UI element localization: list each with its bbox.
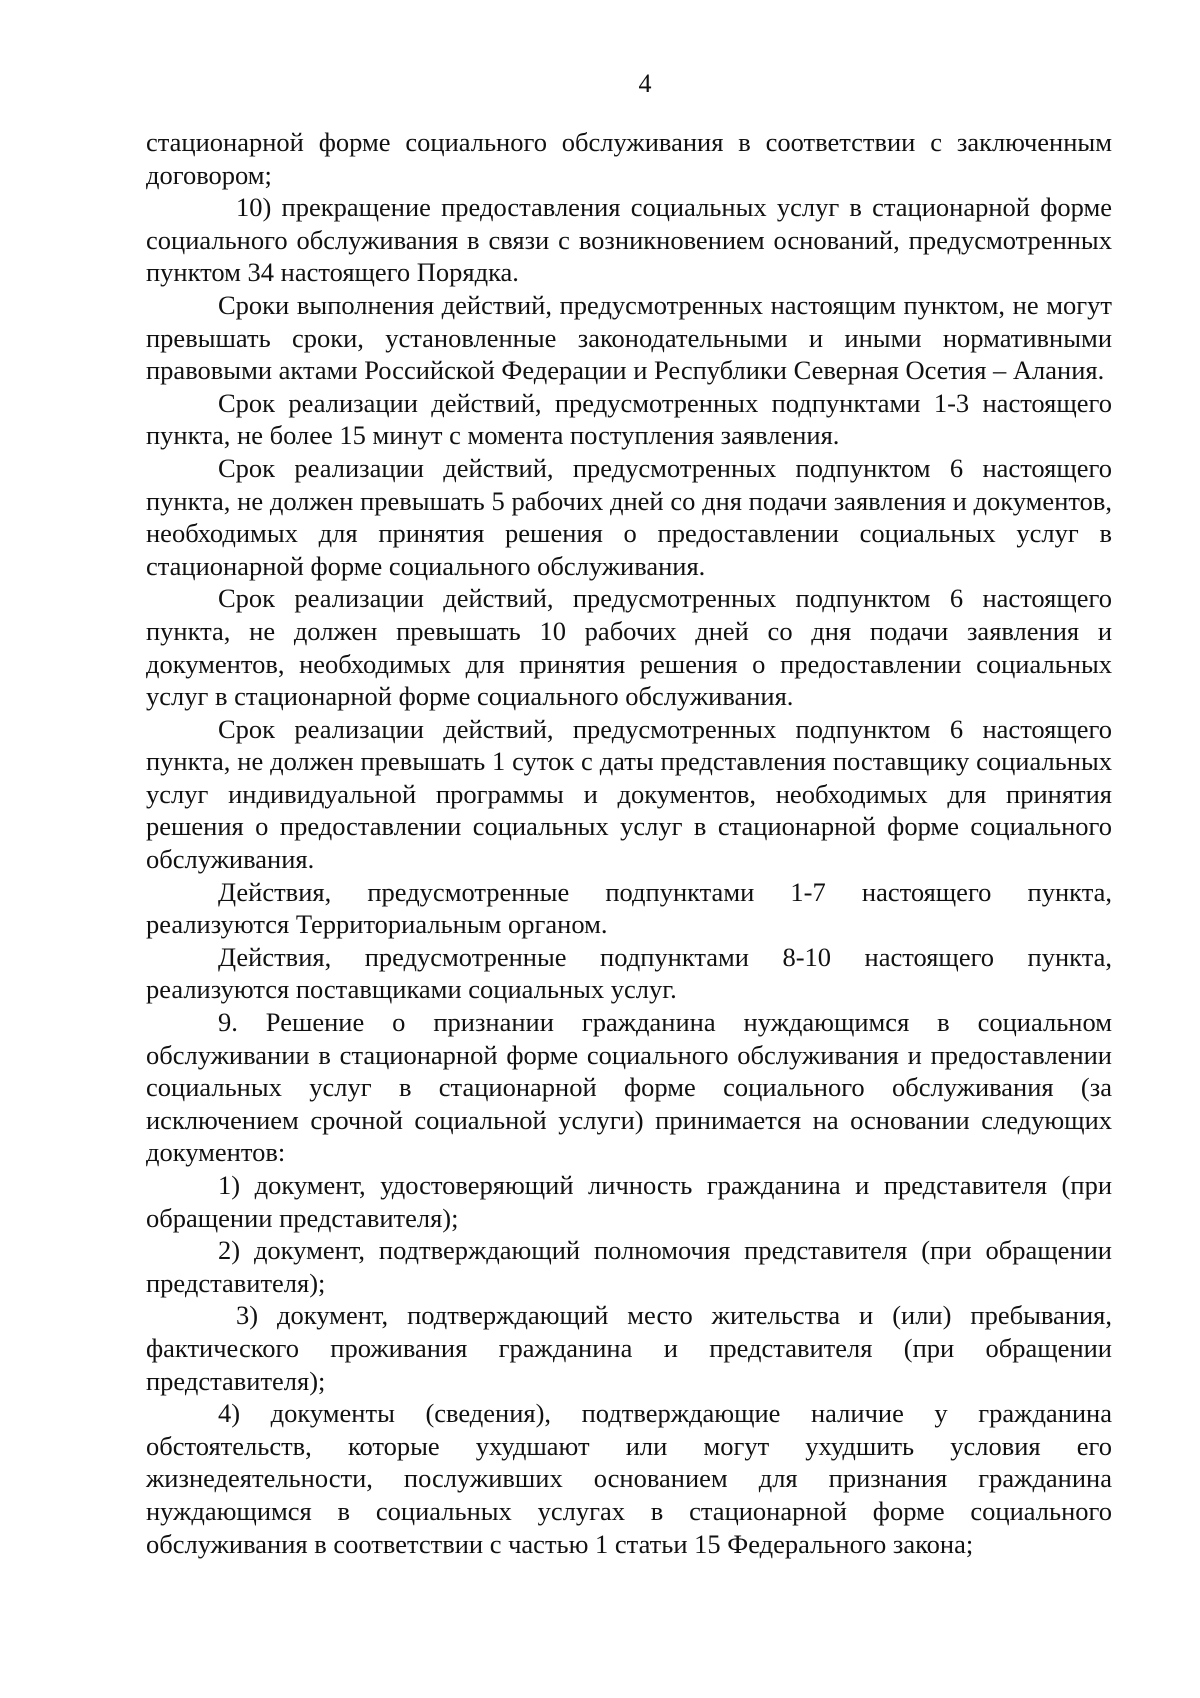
paragraph-actions-8-10: Действия, предусмотренные подпунктами 8-10 настоящего пункта, реализуются поставщиками социальных услуг. [146,941,1112,1005]
paragraph-section-9: 9. Решение о признании гражданина нуждающимся в социальном обслуживании в стационарной форме социального обслуживания и предоставлении социальных услуг в стационарной форме социального обслуживания (за исключением срочной социальной услуги) принимается на основании следующих документов: [146,1007,1112,1168]
paragraph-deadlines-general: Сроки выполнения действий, предусмотренных настоящим пунктом, не могут превышать сроки, установленные законодательными и иными нормативными правовыми актами Российской Федерации и Республики Северная Осетия – Алания. [146,289,1112,386]
paragraph-deadline-items-1-3: Срок реализации действий, предусмотренных подпунктами 1-3 настоящего пункта, не более 15 минут с момента поступления заявления. [146,387,1112,451]
paragraph-deadline-10-days: Срок реализации действий, предусмотренных подпунктом 6 настоящего пункта, не должен превышать 10 рабочих дней со дня подачи заявления и документов, необходимых для принятия решения о предоставлении социальных услуг в стационарной форме социального обслуживания. [146,583,1112,712]
paragraph-actions-1-7: Действия, предусмотренные подпунктами 1-7 настоящего пункта, реализуются Территориальным органом. [146,876,1112,940]
paragraph-doc-item-4: 4) документы (сведения), подтверждающие наличие у гражданина обстоятельств, которые ухудшают или могут ухудшить условия его жизнедеятельности, послуживших основанием для признания гражданина нуждающимся в социальных услугах в стационарной форме социального обслуживания в соответствии с частью 1 статьи 15 Федерального закона; [146,1398,1112,1559]
paragraph-item-10: 10) прекращение предоставления социальных услуг в стационарной форме социального обслуживания в связи с возникновением оснований, предусмотренных пунктом 34 настоящего Порядка. [146,192,1112,288]
paragraph-deadline-5-days: Срок реализации действий, предусмотренных подпунктом 6 настоящего пункта, не должен превышать 5 рабочих дней со дня подачи заявления и документов, необходимых для принятия решения о предоставлении социальных услуг в стационарной форме социального обслуживания. [146,452,1112,581]
document-body [146,126,1112,1560]
paragraph-deadline-1-day: Срок реализации действий, предусмотренных подпунктом 6 настоящего пункта, не должен превышать 1 суток с даты представления поставщику социальных услуг индивидуальной программы и документов, необходимых для принятия решения о предоставлении социальных услуг в стационарной форме социального обслуживания. [146,713,1112,875]
page-number: 4 [638,69,652,98]
paragraph-doc-item-2: 2) документ, подтверждающий полномочия представителя (при обращении представителя); [146,1235,1112,1298]
paragraph-doc-item-1: 1) документ, удостоверяющий личность гражданина и представителя (при обращении представителя); [146,1170,1112,1233]
paragraph-doc-item-3: 3) документ, подтверждающий место жительства и (или) пребывания, фактического проживания гражданина и представителя (при обращении представителя); [146,1300,1112,1396]
paragraph-contract-continuation: стационарной форме социального обслуживания в соответствии с заключенным договором; [146,127,1112,190]
